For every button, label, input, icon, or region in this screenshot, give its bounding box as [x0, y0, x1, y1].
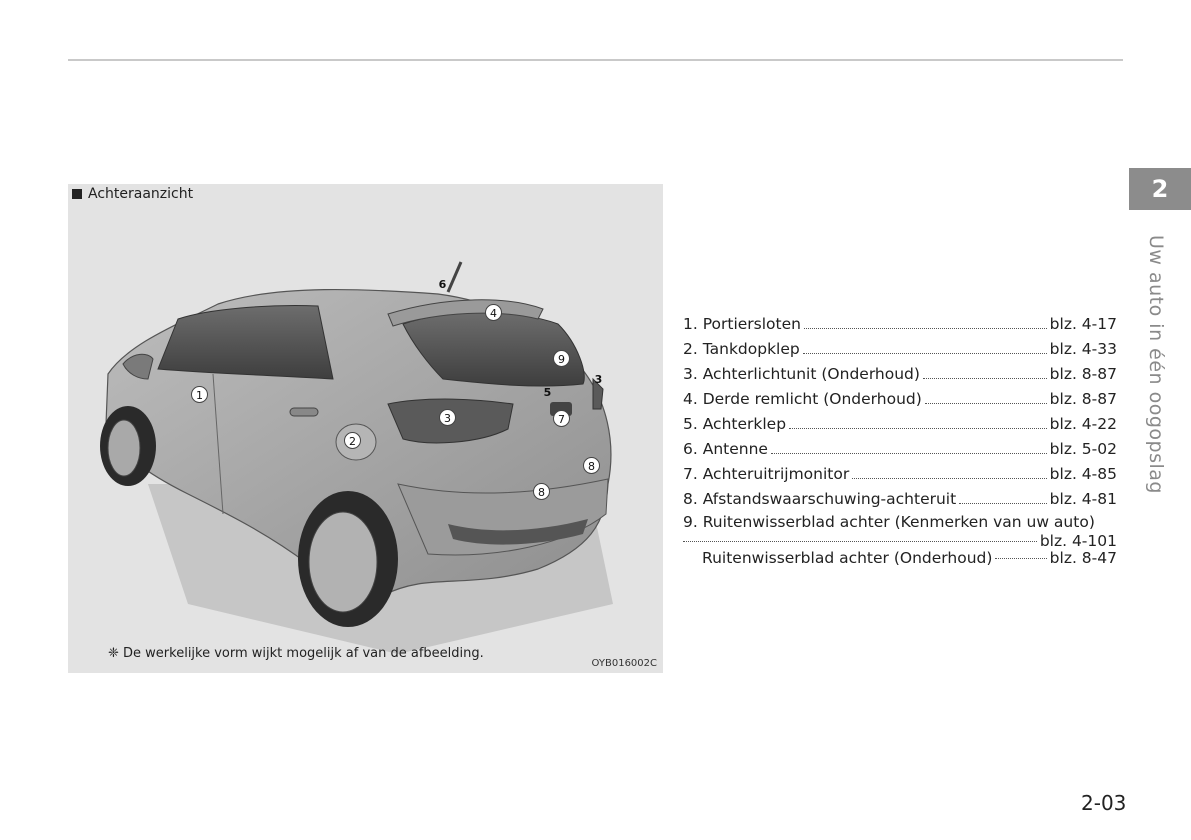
side-window — [158, 306, 333, 379]
callout-8-right: 8 — [583, 457, 600, 474]
list-item: 4. Derde remlicht (Onderhoud) blz. 8-87 — [683, 389, 1117, 408]
reference-list — [683, 311, 1117, 566]
callout-3-left: 3 — [439, 409, 456, 426]
callout-6: 6 — [438, 278, 447, 291]
top-rule — [68, 59, 1123, 61]
list-item: 2. Tankdopklep blz. 4-33 — [683, 339, 1117, 358]
side-chapter-title: Uw auto in één oogopslag — [1145, 235, 1167, 494]
callout-1: 1 — [191, 386, 208, 403]
front-rim — [108, 420, 140, 476]
rear-rim — [309, 512, 377, 612]
callout-7: 7 — [553, 410, 570, 427]
figure-title-text: Achteraanzicht — [88, 186, 194, 202]
figure-note: ❈ De werkelijke vorm wijkt mogelijk af van de afbeelding. — [108, 646, 484, 661]
list-item: 8. Afstandswaarschuwing-achteruit blz. 4-81 — [683, 489, 1117, 508]
door-handle — [290, 408, 318, 416]
callout-3-right: 3 — [594, 373, 603, 386]
list-item: 3. Achterlichtunit (Onderhoud) blz. 8-87 — [683, 364, 1117, 383]
callout-4: 4 — [485, 304, 502, 321]
list-item-9: 9. Ruitenwisserblad achter (Kenmerken van uw auto) blz. 4-101 Ruitenwisserblad achter (Onderhoud) blz. 8-47 — [683, 512, 1117, 567]
car-rear-illustration — [68, 184, 663, 673]
callout-8-left: 8 — [533, 483, 550, 500]
list-item: 6. Antenne blz. 5-02 — [683, 439, 1117, 458]
callout-2: 2 — [344, 432, 361, 449]
page-number: 2-03 — [1081, 791, 1127, 815]
list-item: 1. Portiersloten blz. 4-17 — [683, 314, 1117, 333]
list-item: 7. Achteruitrijmonitor blz. 4-85 — [683, 464, 1117, 483]
list-item: 5. Achterklep blz. 4-22 — [683, 414, 1117, 433]
callout-9: 9 — [553, 350, 570, 367]
figure-code: OYB016002C — [591, 658, 657, 669]
callout-5: 5 — [543, 386, 552, 399]
chapter-tab: 2 — [1129, 168, 1191, 210]
rear-view-figure — [68, 184, 663, 673]
